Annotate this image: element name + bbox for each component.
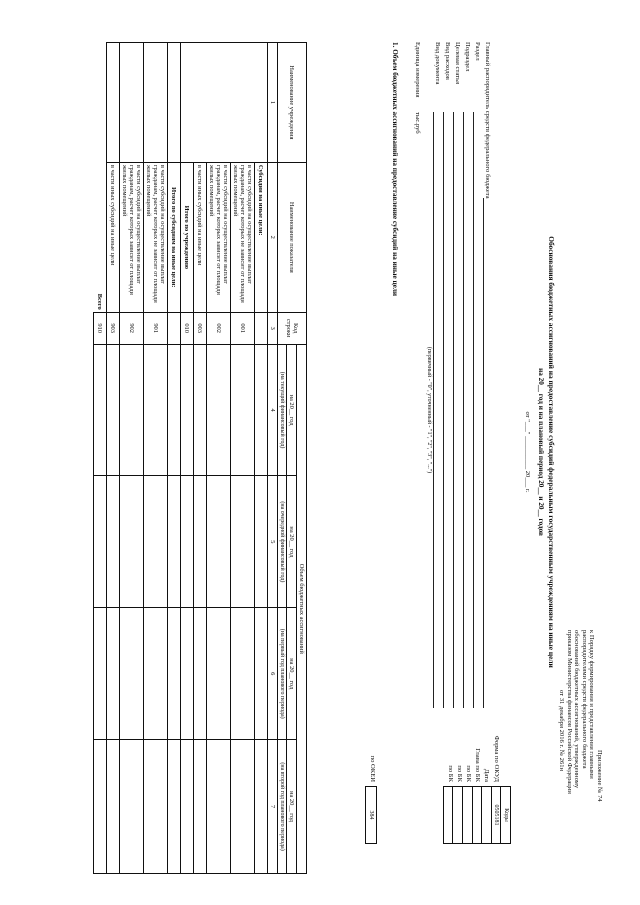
value-cell[interactable] — [94, 344, 107, 476]
empty-cell — [107, 43, 120, 163]
field-label-gros: Главный распорядитель средств федерального бюджета — [484, 42, 491, 199]
total-code: 902 — [120, 312, 144, 344]
value-cell[interactable] — [168, 740, 181, 874]
value-cell[interactable] — [255, 476, 268, 608]
total-label: в части субсидий на осуществление выплат гражданам, расчет которых зависит от площади жилых помещений — [120, 162, 144, 312]
col-num: 1 — [268, 43, 278, 163]
header-year-1: на 20__ год — [287, 344, 297, 476]
appendix-line: приказом Министерства финансов Российской Федерации — [565, 630, 573, 794]
row-code: 001 — [231, 312, 255, 344]
value-cell[interactable] — [144, 740, 168, 874]
appendix-line: обоснований бюджетных ассигнований, утвержденному — [573, 630, 581, 789]
value-cell[interactable] — [207, 740, 231, 874]
budget-table — [93, 42, 307, 874]
value-cell[interactable] — [168, 476, 181, 608]
bk-label-2: по БК — [456, 765, 463, 782]
col-num: 5 — [268, 476, 278, 608]
field-line-vid-rashodov — [443, 112, 444, 708]
value-cell[interactable] — [194, 476, 207, 608]
field-label-podrazdel: Подраздел — [464, 42, 471, 72]
value-cell[interactable] — [255, 740, 268, 874]
value-cell[interactable] — [207, 476, 231, 608]
appendix-title: Приложение № 74 — [596, 750, 603, 802]
total-code — [168, 312, 181, 344]
empty-cell — [168, 43, 181, 163]
row-code — [255, 312, 268, 344]
field-line-razdel — [473, 112, 474, 708]
appendix-block — [558, 630, 603, 860]
value-cell[interactable] — [168, 608, 181, 740]
col-num: 2 — [268, 162, 278, 312]
document-subtitle: на 20__ год и на плановый период 20__ и 20__ годов — [537, 368, 545, 536]
value-cell[interactable] — [231, 476, 255, 608]
document-page — [25, 2, 615, 902]
row-label: в части субсидий на осуществление выплат гражданам, расчет которых зависит от площади жилых помещений — [207, 162, 231, 312]
value-cell[interactable] — [194, 740, 207, 874]
grand-total-code: 910 — [94, 312, 107, 344]
header-institution: Наименование учреждения — [278, 43, 307, 163]
date-code — [482, 787, 492, 843]
grand-total-label: Всего — [96, 293, 104, 310]
header-volume: Объем бюджетных ассигнований — [297, 344, 307, 873]
field-line-gros — [483, 198, 484, 708]
okei-label: по ОКЕИ — [369, 755, 376, 782]
field-label-celevaya: Целевая статья — [454, 42, 461, 85]
unit-label: Единица измерения — [414, 42, 421, 98]
institution-cell[interactable] — [181, 43, 268, 163]
header-year-4-sub: (на второй год планового периода) — [278, 740, 287, 874]
col-num: 3 — [268, 312, 278, 344]
col-num: 6 — [268, 608, 278, 740]
col-num: 4 — [268, 344, 278, 476]
unit-value: тыс.руб — [414, 112, 421, 134]
bk-code-1 — [463, 787, 473, 843]
appendix-line: от 31 декабря 2016 г. № 261н — [558, 690, 566, 772]
glava-code — [473, 787, 483, 843]
bk-label-1: по БК — [465, 765, 472, 782]
header-year-1-sub: (на текущий финансовый год) — [278, 344, 287, 476]
codes-header: Коды — [503, 808, 509, 822]
row-label: в части субсидий на осуществление выплат гражданам, расчет которых не зависит от площади жилых помещений — [231, 162, 255, 312]
value-cell[interactable] — [255, 344, 268, 476]
total-label: в части иных субсидий на иные цели — [107, 162, 120, 312]
value-cell[interactable] — [255, 608, 268, 740]
row-label: Субсидии на иные цели: — [255, 162, 268, 312]
value-cell[interactable] — [94, 740, 107, 874]
value-cell[interactable] — [120, 476, 144, 608]
value-cell[interactable] — [231, 344, 255, 476]
row-code: 010 — [181, 312, 194, 344]
header-year-2-sub: (на очередной финансовый год) — [278, 476, 287, 608]
col-num: 7 — [268, 740, 278, 874]
value-cell[interactable] — [181, 344, 194, 476]
field-line-vid-doc — [433, 112, 434, 708]
value-cell[interactable] — [120, 740, 144, 874]
field-line-celevaya — [453, 112, 454, 708]
value-cell[interactable] — [144, 344, 168, 476]
value-cell[interactable] — [181, 608, 194, 740]
codes-box — [443, 786, 511, 844]
date-label: Дата — [483, 768, 490, 782]
value-cell[interactable] — [120, 608, 144, 740]
form-code: 0505181 — [492, 787, 502, 843]
row-code: 003 — [194, 312, 207, 344]
document-title: Обоснования бюджетных ассигнований на предоставление субсидий федеральным государственным учреждениям на иные цели — [547, 236, 556, 668]
value-cell[interactable] — [120, 344, 144, 476]
row-label: Итого по учреждению — [181, 162, 194, 312]
value-cell[interactable] — [181, 740, 194, 874]
header-year-3: на 20__ год — [287, 608, 297, 740]
bk-code-2 — [453, 787, 463, 843]
value-cell[interactable] — [94, 608, 107, 740]
document-date: от "___" __________ 20___ г. — [524, 411, 531, 493]
value-cell[interactable] — [207, 608, 231, 740]
bk-label-3: по БК — [447, 765, 454, 782]
header-year-3-sub: (на первый год планового периода) — [278, 608, 287, 740]
total-code: 903 — [107, 312, 120, 344]
doc-type-hint: (первичный - "0", уточненный - "1", "2", "3", "...") — [426, 346, 432, 474]
value-cell[interactable] — [207, 344, 231, 476]
appendix-line: распорядителями средств федерального бюджета — [580, 630, 588, 769]
total-label: Итого по субсидиям на иные цели: — [168, 162, 181, 312]
field-label-razdel: Раздел — [474, 42, 481, 61]
value-cell[interactable] — [181, 476, 194, 608]
value-cell[interactable] — [107, 608, 120, 740]
bk-code-3 — [444, 787, 454, 843]
field-line-podrazdel — [463, 112, 464, 708]
value-cell[interactable] — [231, 608, 255, 740]
row-code: 002 — [207, 312, 231, 344]
row-label: в части иных субсидий на иные цели — [194, 162, 207, 312]
value-cell[interactable] — [107, 344, 120, 476]
value-cell[interactable] — [107, 740, 120, 874]
empty-cell — [144, 43, 168, 163]
header-year-4: на 20__ год — [287, 740, 297, 874]
value-cell[interactable] — [144, 476, 168, 608]
header-year-2: на 20__ год — [287, 476, 297, 608]
empty-cell — [120, 43, 144, 163]
appendix-line: к Порядку формирования и представления главными — [588, 630, 596, 779]
header-indicator: Наименование показателя — [278, 162, 307, 312]
value-cell[interactable] — [194, 344, 207, 476]
form-okud-label: Форма по ОКУД — [493, 735, 500, 782]
value-cell[interactable] — [144, 608, 168, 740]
okei-code: 384 — [365, 786, 377, 844]
value-cell[interactable] — [94, 476, 107, 608]
value-cell[interactable] — [107, 476, 120, 608]
field-label-vid-doc: Вид документа — [434, 42, 441, 85]
value-cell[interactable] — [231, 740, 255, 874]
empty-cell — [94, 43, 107, 163]
glava-label: Глава по БК — [474, 748, 481, 782]
value-cell[interactable] — [194, 608, 207, 740]
header-code: Код строки — [278, 312, 307, 344]
total-code: 901 — [144, 312, 168, 344]
section-title: 1. Объем бюджетных ассигнований на предоставление субсидий на иные цели — [391, 42, 399, 297]
total-label: в части субсидий на осуществление выплат гражданам, расчет которых не зависит от площади жилых помещений — [144, 162, 168, 312]
value-cell[interactable] — [168, 344, 181, 476]
field-label-vid-rashodov: Вид расходов — [444, 42, 451, 80]
